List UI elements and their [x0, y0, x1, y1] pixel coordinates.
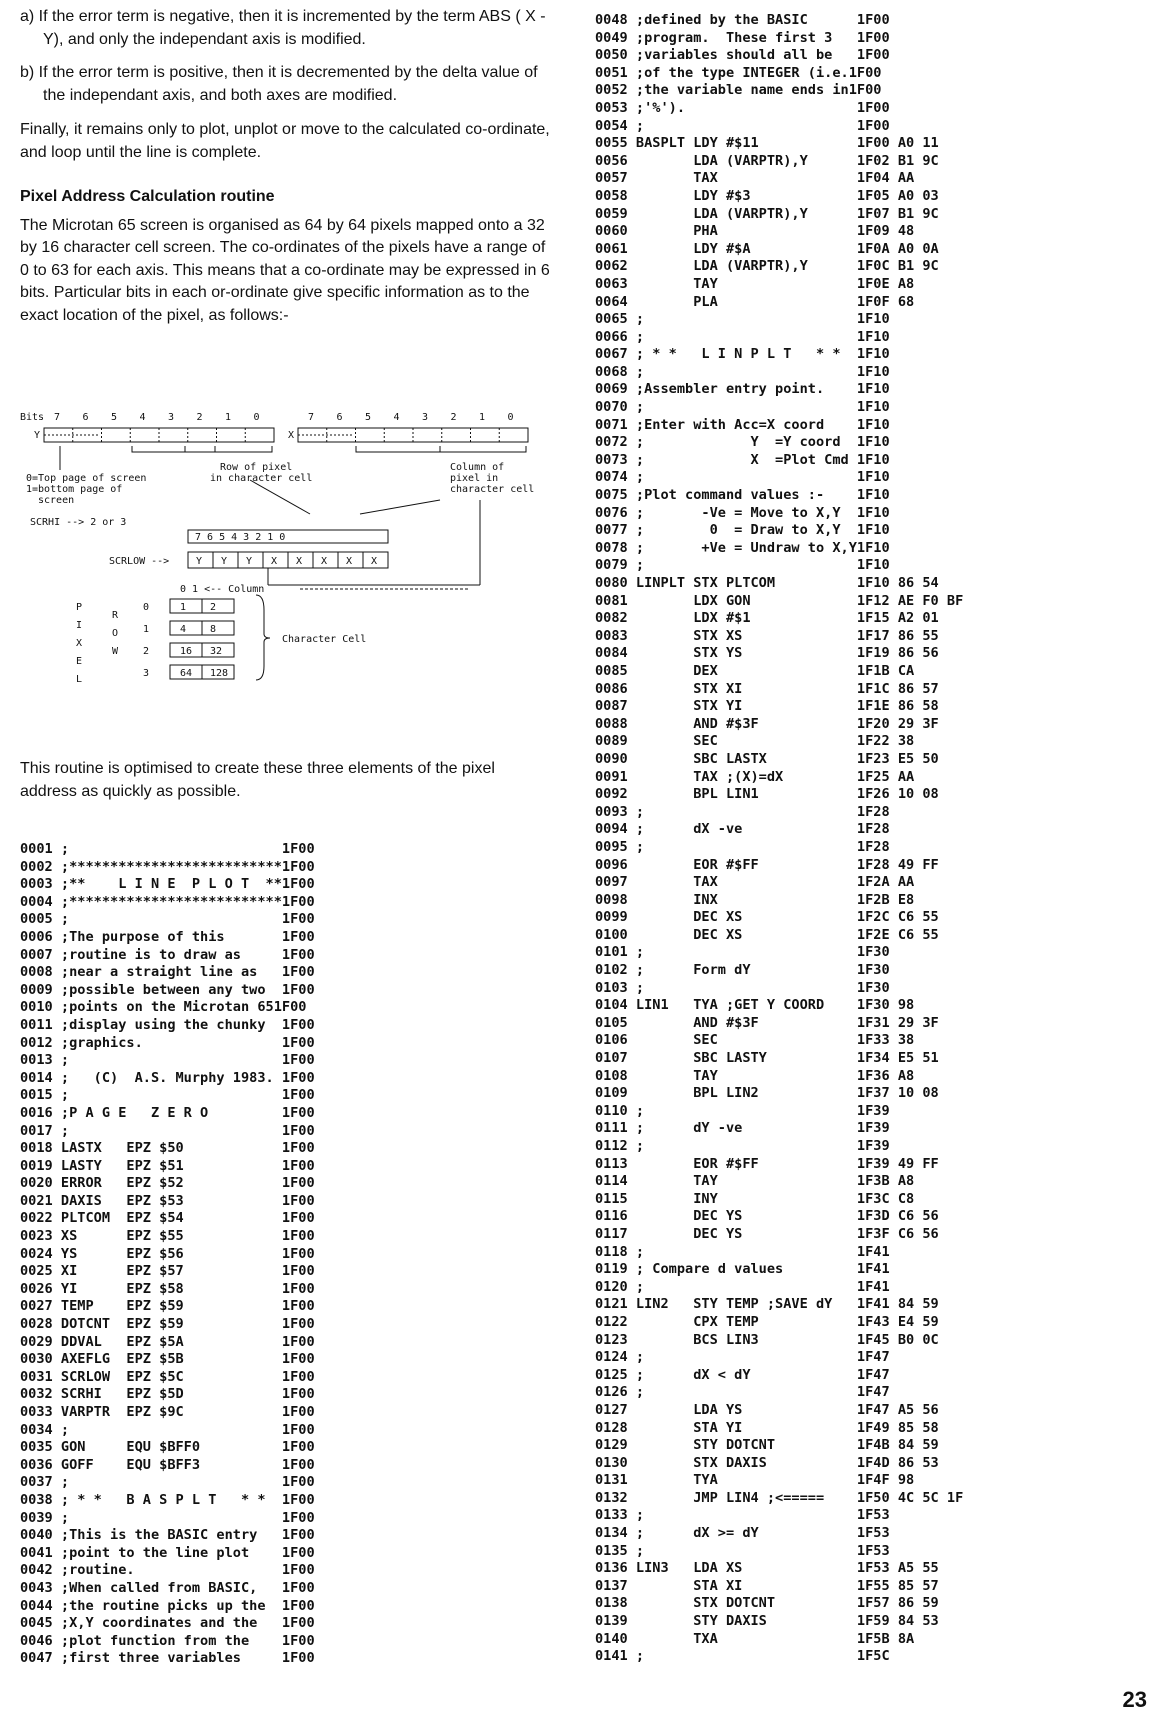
code-line: 0134 ; dX >= dY 1F53 — [595, 1525, 890, 1542]
code-line: 0076 ; -Ve = Move to X,Y 1F10 — [595, 504, 890, 521]
row-letter: W — [112, 646, 119, 657]
code-line: 0087 STX YI 1F1E 86 58 — [595, 698, 939, 715]
code-line: 0115 INY 1F3C C8 — [595, 1190, 915, 1207]
code-line: 0106 SEC 1F33 38 — [595, 1032, 915, 1049]
code-line: 0033 VARPTR EPZ $9C 1F00 — [20, 1404, 315, 1420]
code-line: 0114 TAY 1F3B A8 — [595, 1173, 915, 1190]
y-column-brace — [132, 446, 185, 452]
code-line: 0110 ; 1F39 — [595, 1102, 890, 1119]
bit-number: 5 — [365, 412, 372, 423]
code-line: 0014 ; (C) A.S. Murphy 1983. 1F00 — [20, 1069, 315, 1086]
code-line: 0065 ; 1F10 — [595, 311, 890, 328]
code-line: 0125 ; dX < dY 1F47 — [595, 1366, 890, 1383]
code-line: 0063 TAY 1F0E A8 — [595, 275, 915, 292]
code-line: 0005 ; 1F00 — [20, 911, 315, 928]
scrlow-bit: Y — [221, 556, 228, 567]
scrlow-bit: X — [346, 556, 353, 567]
code-line: 0086 STX XI 1F1C 86 57 — [595, 680, 939, 697]
code-line: 0045 ;X,Y coordinates and the 1F00 — [20, 1615, 315, 1632]
code-line: 0140 TXA 1F5B 8A — [595, 1630, 915, 1647]
code-line: 0027 TEMP EPZ $59 1F00 — [20, 1298, 315, 1315]
listing-right — [595, 12, 963, 1666]
code-line: 0021 DAXIS EPZ $53 1F00 — [20, 1192, 315, 1209]
code-line: 0137 STA XI 1F55 85 57 — [595, 1577, 939, 1594]
code-line: 0119 ; Compare d values 1F41 — [595, 1261, 890, 1278]
bit-number: 7 — [308, 412, 315, 423]
scrlow-bit: Y — [246, 556, 253, 567]
code-line: 0091 TAX ;(X)=dX 1F25 AA — [595, 768, 915, 785]
y-label: Y — [34, 430, 41, 441]
y-register — [44, 428, 274, 442]
row-label-2: in character cell — [210, 473, 313, 484]
code-line: 0002 ;**************************1F00 — [20, 858, 315, 875]
code-line: 0052 ;the variable name ends in1F00 — [595, 82, 882, 99]
code-line: 0079 ; 1F10 — [595, 557, 890, 574]
row-letter: O — [112, 628, 119, 639]
cell-value: 4 — [180, 624, 187, 635]
code-line: 0129 STY DOTCNT 1F4B 84 59 — [595, 1437, 939, 1454]
row-label: Row of pixel — [220, 462, 293, 473]
code-line: 0104 LIN1 TYA ;GET Y COORD 1F30 98 — [595, 997, 915, 1014]
column-header: 0 1 <-- Column — [180, 584, 265, 595]
row-letter: R — [112, 610, 119, 621]
code-line: 0108 TAY 1F36 A8 — [595, 1067, 915, 1084]
code-line: 0020 ERROR EPZ $52 1F00 — [20, 1175, 315, 1192]
code-line: 0040 ;This is the BASIC entry 1F00 — [20, 1527, 315, 1544]
code-line: 0135 ; 1F53 — [595, 1542, 890, 1559]
code-line: 0048 ;defined by the BASIC 1F00 — [595, 12, 890, 28]
bit-number: 4 — [393, 412, 400, 423]
code-line: 0066 ; 1F10 — [595, 328, 890, 345]
code-line: 0139 STY DAXIS 1F59 84 53 — [595, 1613, 939, 1630]
code-line: 0132 JMP LIN4 ;<===== 1F50 4C 5C 1F — [595, 1489, 964, 1506]
pixel-address-diagram — [20, 410, 565, 740]
section-heading: Pixel Address Calculation routine — [20, 188, 275, 205]
pixel-letter: X — [76, 638, 83, 649]
bit-number: 3 — [168, 412, 175, 423]
row-number: 2 — [143, 646, 150, 657]
code-line: 0007 ;routine is to draw as 1F00 — [20, 946, 315, 963]
code-line: 0011 ;display using the chunky 1F00 — [20, 1016, 315, 1033]
code-line: 0046 ;plot function from the 1F00 — [20, 1632, 315, 1649]
item-a: a) If the error term is negative, then it is incremented by the term ABS ( X - Y), and only the independant axis is modified. — [20, 8, 546, 48]
scrhi-label: SCRHI --> 2 or 3 — [30, 517, 127, 528]
pixel-letter: L — [76, 674, 83, 685]
code-line: 0059 LDA (VARPTR),Y 1F07 B1 9C — [595, 205, 939, 222]
code-line: 0089 SEC 1F22 38 — [595, 733, 915, 750]
code-line: 0060 PHA 1F09 48 — [595, 223, 915, 240]
code-line: 0012 ;graphics. 1F00 — [20, 1034, 315, 1051]
code-line: 0039 ; 1F00 — [20, 1509, 315, 1526]
code-line: 0130 STX DAXIS 1F4D 86 53 — [595, 1454, 939, 1471]
code-line: 0085 DEX 1F1B CA — [595, 662, 915, 679]
code-line: 0064 PLA 1F0F 68 — [595, 293, 915, 310]
code-line: 0138 STX DOTCNT 1F57 86 59 — [595, 1595, 939, 1612]
cell-value: 16 — [180, 646, 193, 657]
code-line: 0136 LIN3 LDA XS 1F53 A5 55 — [595, 1560, 939, 1577]
code-line: 0001 ; 1F00 — [20, 841, 315, 857]
code-line: 0069 ;Assembler entry point. 1F10 — [595, 381, 890, 398]
code-line: 0105 AND #$3F 1F31 29 3F — [595, 1014, 939, 1031]
item-b: b) If the error term is positive, then it is decremented by the delta value of the independant axis, and both axes are modified. — [20, 64, 538, 104]
code-line: 0131 TYA 1F4F 98 — [595, 1472, 915, 1489]
bit-number: 1 — [225, 412, 232, 423]
code-line: 0058 LDY #$3 1F05 A0 03 — [595, 187, 939, 204]
code-line: 0126 ; 1F47 — [595, 1384, 890, 1401]
y-row-brace — [215, 446, 272, 452]
code-line: 0127 LDA YS 1F47 A5 56 — [595, 1401, 939, 1418]
character-cell-brace — [256, 595, 270, 680]
code-line: 0070 ; 1F10 — [595, 399, 890, 416]
code-line: 0111 ; dY -ve 1F39 — [595, 1120, 890, 1137]
code-line: 0118 ; 1F41 — [595, 1243, 890, 1260]
scrlow-bit: X — [296, 556, 303, 567]
code-line: 0010 ;points on the Microtan 651F00 — [20, 999, 307, 1016]
code-line: 0095 ; 1F28 — [595, 838, 890, 855]
code-line: 0024 YS EPZ $56 1F00 — [20, 1245, 315, 1262]
code-line: 0088 AND #$3F 1F20 29 3F — [595, 715, 939, 732]
x-column-brace — [440, 446, 526, 452]
code-line: 0100 DEC XS 1F2E C6 55 — [595, 926, 939, 943]
code-line: 0123 BCS LIN3 1F45 B0 0C — [595, 1331, 939, 1348]
scrlow-bit: X — [371, 556, 378, 567]
code-line: 0004 ;**************************1F00 — [20, 893, 315, 910]
code-line: 0015 ; 1F00 — [20, 1087, 315, 1104]
code-line: 0009 ;possible between any two 1F00 — [20, 981, 315, 998]
code-line: 0016 ;P A G E Z E R O 1F00 — [20, 1104, 315, 1121]
code-line: 0082 LDX #$1 1F15 A2 01 — [595, 610, 939, 627]
page-number: 23 — [1122, 1687, 1147, 1712]
code-line: 0094 ; dX -ve 1F28 — [595, 821, 890, 838]
bit-number: 2 — [196, 412, 203, 423]
code-line: 0120 ; 1F41 — [595, 1278, 890, 1295]
x-register — [298, 428, 528, 442]
col-label-3: character cell — [450, 484, 535, 495]
row-number: 1 — [143, 624, 150, 635]
page-label-3: screen — [38, 495, 75, 506]
code-line: 0098 INX 1F2B E8 — [595, 891, 915, 908]
scrlow-bit: X — [271, 556, 278, 567]
code-line: 0121 LIN2 STY TEMP ;SAVE dY 1F41 84 59 — [595, 1296, 939, 1313]
cell-value: 128 — [210, 668, 229, 679]
code-line: 0097 TAX 1F2A AA — [595, 874, 915, 891]
code-line: 0068 ; 1F10 — [595, 363, 890, 380]
listing-left — [20, 841, 315, 1668]
pixel-letter: E — [76, 656, 83, 667]
code-line: 0107 SBC LASTY 1F34 E5 51 — [595, 1050, 939, 1067]
code-line: 0008 ;near a straight line as 1F00 — [20, 964, 315, 981]
bits-label: Bits — [20, 412, 45, 423]
bit-number: 2 — [450, 412, 457, 423]
code-line: 0112 ; 1F39 — [595, 1138, 890, 1154]
after-paragraph-wrap — [20, 758, 555, 803]
code-line: 0113 EOR #$FF 1F39 49 FF — [595, 1155, 939, 1172]
code-line: 0017 ; 1F00 — [20, 1122, 315, 1139]
code-line: 0141 ; 1F5C — [595, 1648, 890, 1665]
code-line: 0133 ; 1F53 — [595, 1507, 890, 1524]
code-line: 0102 ; Form dY 1F30 — [595, 962, 890, 979]
code-line: 0006 ;The purpose of this 1F00 — [20, 928, 315, 945]
cell-value: 8 — [210, 624, 217, 635]
code-line: 0038 ; * * B A S P L T * * 1F00 — [20, 1491, 315, 1508]
bit-number: 0 — [253, 412, 260, 423]
bit-number: 1 — [479, 412, 486, 423]
code-line: 0099 DEC XS 1F2C C6 55 — [595, 909, 939, 926]
code-line: 0034 ; 1F00 — [20, 1421, 315, 1438]
code-line: 0077 ; 0 = Draw to X,Y 1F10 — [595, 522, 890, 539]
code-line: 0037 ; 1F00 — [20, 1474, 315, 1491]
code-line: 0032 SCRHI EPZ $5D 1F00 — [20, 1386, 315, 1403]
code-line: 0022 PLTCOM EPZ $54 1F00 — [20, 1210, 315, 1227]
scrlow-bit: Y — [196, 556, 203, 567]
bit-number: 0 — [507, 412, 514, 423]
code-line: 0028 DOTCNT EPZ $59 1F00 — [20, 1316, 315, 1333]
code-line: 0044 ;the routine picks up the 1F00 — [20, 1597, 315, 1614]
pixel-letter: I — [76, 620, 83, 631]
bit-number: 5 — [111, 412, 118, 423]
prose-top — [20, 6, 555, 327]
page-label-2: 1=bottom page of — [26, 484, 123, 495]
code-line: 0067 ; * * L I N P L T * * 1F10 — [595, 346, 890, 363]
code-line: 0047 ;first three variables 1F00 — [20, 1650, 315, 1667]
code-line: 0057 TAX 1F04 AA — [595, 170, 915, 187]
code-line: 0128 STA YI 1F49 85 58 — [595, 1419, 939, 1436]
code-line: 0042 ;routine. 1F00 — [20, 1562, 315, 1579]
code-line: 0018 LASTX EPZ $50 1F00 — [20, 1140, 315, 1157]
code-line: 0078 ; +Ve = Undraw to X,Y1F10 — [595, 539, 890, 556]
code-line: 0075 ;Plot command values :- 1F10 — [595, 487, 890, 504]
code-line: 0026 YI EPZ $58 1F00 — [20, 1280, 315, 1297]
code-line: 0053 ;'%'). 1F00 — [595, 99, 890, 116]
character-cell-label: Character Cell — [282, 634, 367, 645]
code-line: 0101 ; 1F30 — [595, 944, 890, 961]
code-line: 0073 ; X =Plot Cmd 1F10 — [595, 451, 890, 468]
code-line: 0062 LDA (VARPTR),Y 1F0C B1 9C — [595, 258, 939, 275]
cell-value: 2 — [210, 602, 217, 613]
cell-value: 64 — [180, 668, 193, 679]
pixel-letter: P — [76, 602, 83, 613]
code-line: 0035 GON EQU $BFF0 1F00 — [20, 1439, 315, 1456]
code-line: 0054 ; 1F00 — [595, 117, 890, 134]
code-line: 0093 ; 1F28 — [595, 803, 890, 820]
finally-paragraph: Finally, it remains only to plot, unplot or move to the calculated co-ordinate, and loop until the line is complete. — [20, 121, 550, 161]
code-line: 0090 SBC LASTX 1F23 E5 50 — [595, 750, 939, 767]
code-line: 0084 STX YS 1F19 86 56 — [595, 645, 939, 662]
code-line: 0083 STX XS 1F17 86 55 — [595, 627, 939, 644]
code-line: 0074 ; 1F10 — [595, 469, 890, 486]
scrlow-bit: X — [321, 556, 328, 567]
col-label: Column of — [450, 462, 505, 473]
bit-number: 6 — [82, 412, 89, 423]
code-line: 0013 ; 1F00 — [20, 1052, 315, 1069]
code-line: 0050 ;variables should all be 1F00 — [595, 47, 890, 64]
code-line: 0081 LDX GON 1F12 AE F0 BF — [595, 592, 964, 609]
code-line: 0055 BASPLT LDY #$11 1F00 A0 11 — [595, 135, 939, 152]
cell-value: 32 — [210, 646, 223, 657]
code-line: 0030 AXEFLG EPZ $5B 1F00 — [20, 1351, 315, 1368]
row-number: 3 — [143, 668, 150, 679]
code-line: 0096 EOR #$FF 1F28 49 FF — [595, 856, 939, 873]
code-line: 0072 ; Y =Y coord 1F10 — [595, 434, 890, 451]
code-line: 0043 ;When called from BASIC, 1F00 — [20, 1579, 315, 1596]
code-line: 0049 ;program. These first 3 1F00 — [595, 29, 890, 46]
code-line: 0003 ;** L I N E P L O T **1F00 — [20, 876, 315, 893]
code-line: 0116 DEC YS 1F3D C6 56 — [595, 1208, 939, 1225]
code-line: 0056 LDA (VARPTR),Y 1F02 B1 9C — [595, 152, 939, 169]
code-line: 0036 GOFF EQU $BFF3 1F00 — [20, 1456, 315, 1473]
col-label-2: pixel in — [450, 473, 499, 484]
code-line: 0025 XI EPZ $57 1F00 — [20, 1263, 315, 1280]
code-line: 0117 DEC YS 1F3F C6 56 — [595, 1225, 939, 1242]
code-line: 0041 ;point to the line plot 1F00 — [20, 1544, 315, 1561]
scrlow-label: SCRLOW --> — [109, 556, 170, 567]
code-line: 0029 DDVAL EPZ $5A 1F00 — [20, 1333, 315, 1350]
code-line: 0080 LINPLT STX PLTCOM 1F10 86 54 — [595, 575, 939, 591]
intro-paragraph: The Microtan 65 screen is organised as 64 by 64 pixels mapped onto a 32 by 16 character cell screen. The co-ordinates of the pixels have a range of 0 to 63 for each axis. This means that a co-ordinate may be expressed in 6 bits. Particular bits in each or-ordinate give specific information as to the exact location of the pixel, as follows:- — [20, 216, 550, 324]
code-line: 0124 ; 1F47 — [595, 1349, 890, 1366]
x-label: X — [288, 430, 295, 441]
cell-value: 1 — [180, 602, 187, 613]
code-line: 0019 LASTY EPZ $51 1F00 — [20, 1157, 315, 1174]
code-line: 0061 LDY #$A 1F0A A0 0A — [595, 240, 939, 257]
code-line: 0109 BPL LIN2 1F37 10 08 — [595, 1085, 939, 1102]
code-line: 0092 BPL LIN1 1F26 10 08 — [595, 786, 939, 803]
bit-number: 7 — [54, 412, 61, 423]
scrlow-bit-header: 7 6 5 4 3 2 1 0 — [195, 532, 286, 543]
code-line: 0103 ; 1F30 — [595, 979, 890, 996]
page-label: 0=Top page of screen — [26, 473, 147, 484]
code-line: 0071 ;Enter with Acc=X coord 1F10 — [595, 416, 890, 433]
bit-number: 4 — [139, 412, 146, 423]
bit-number: 6 — [336, 412, 343, 423]
code-line: 0122 CPX TEMP 1F43 E4 59 — [595, 1313, 939, 1330]
code-line: 0031 SCRLOW EPZ $5C 1F00 — [20, 1368, 315, 1385]
code-line: 0023 XS EPZ $55 1F00 — [20, 1228, 315, 1245]
bit-number: 3 — [422, 412, 429, 423]
after-paragraph: This routine is optimised to create these three elements of the pixel address as quickly as possible. — [20, 760, 495, 800]
row-number: 0 — [143, 602, 150, 613]
code-line: 0051 ;of the type INTEGER (i.e.1F00 — [595, 64, 882, 81]
